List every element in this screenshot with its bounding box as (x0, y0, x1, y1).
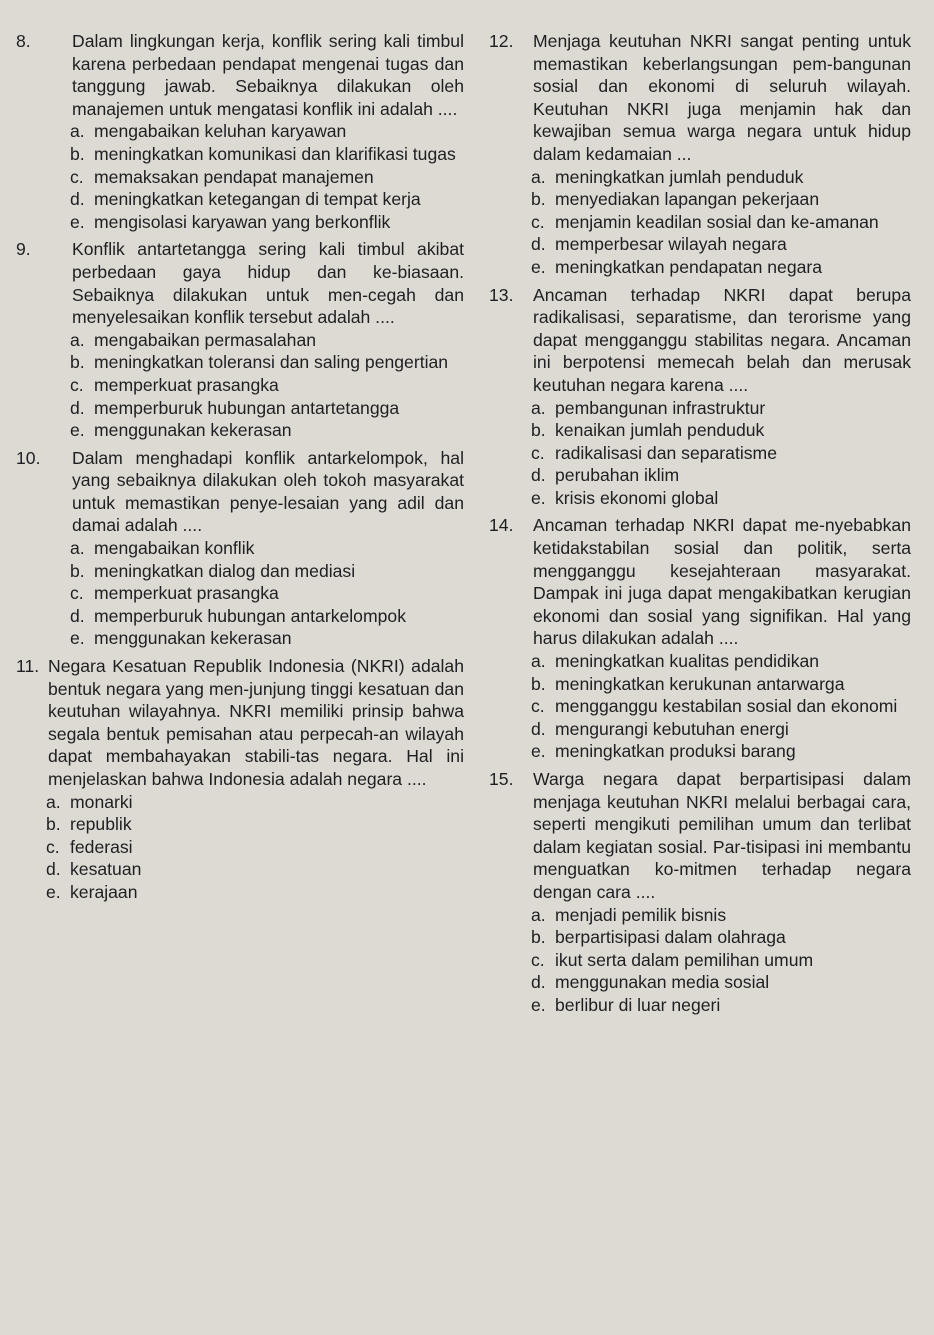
option-text: meningkatkan komunikasi dan klarifikasi tugas (94, 143, 456, 164)
option-text: ikut serta dalam pemilihan umum (555, 949, 814, 970)
answer-option[interactable] (487, 166, 911, 189)
option-letter: b. (70, 352, 85, 373)
option-text: mengabaikan permasalahan (94, 329, 317, 350)
option-text: radikalisasi dan separatisme (555, 442, 777, 463)
answer-option[interactable] (14, 881, 464, 904)
option-letter: c. (531, 442, 545, 463)
answer-option[interactable] (487, 971, 911, 994)
option-text: berpartisipasi dalam olahraga (555, 927, 786, 948)
option-letter: b. (531, 189, 546, 210)
answer-option[interactable] (14, 329, 464, 352)
option-text: menggunakan kekerasan (94, 420, 292, 441)
option-text: meningkatkan toleransi dan saling pengertian (94, 352, 449, 373)
option-letter: d. (70, 605, 85, 626)
answer-option[interactable] (487, 994, 911, 1017)
option-letter: b. (531, 927, 546, 948)
option-text: kenaikan jumlah penduduk (555, 420, 765, 441)
option-text: mengabaikan konflik (94, 538, 255, 559)
option-letter: e. (531, 741, 546, 762)
answer-option[interactable] (14, 143, 464, 166)
left-column (14, 30, 464, 909)
question-text: Dalam menghadapi konflik antarkelompok, hal yang sebaiknya dilakukan oleh tokoh masyarakat untuk memastikan penye-lesaian yang adil dan damai adalah .... (72, 447, 464, 536)
option-text: perubahan iklim (555, 465, 680, 486)
answer-option[interactable] (14, 351, 464, 374)
answer-option[interactable] (487, 464, 911, 487)
option-letter: d. (70, 189, 85, 210)
option-letter: c. (531, 949, 545, 970)
answer-option[interactable] (14, 605, 464, 628)
option-text: memperbesar wilayah negara (555, 234, 787, 255)
option-letter: c. (70, 166, 84, 187)
option-text: meningkatkan jumlah penduduk (555, 166, 804, 187)
answer-options (487, 397, 911, 510)
answer-options (14, 791, 464, 904)
question-stem (14, 30, 464, 120)
answer-options (14, 329, 464, 442)
option-letter: e. (531, 256, 546, 277)
question-item (14, 30, 464, 233)
option-text: menjamin keadilan sosial dan ke-amanan (555, 211, 879, 232)
option-letter: e. (70, 211, 85, 232)
option-text: mengabaikan keluhan karyawan (94, 121, 347, 142)
question-number: 15. (489, 769, 514, 789)
option-text: mengganggu kestabilan sosial dan ekonomi (555, 696, 898, 717)
question-item (487, 30, 911, 279)
question-stem (14, 447, 464, 537)
question-stem (487, 514, 911, 650)
option-letter: a. (531, 397, 546, 418)
option-text: meningkatkan kualitas pendidikan (555, 651, 820, 672)
answer-option[interactable] (487, 419, 911, 442)
answer-option[interactable] (487, 188, 911, 211)
answer-option[interactable] (487, 650, 911, 673)
answer-option[interactable] (14, 582, 464, 605)
answer-option[interactable] (14, 627, 464, 650)
option-text: memperkuat prasangka (94, 374, 279, 395)
option-text: republik (70, 814, 132, 835)
question-number: 10. (16, 447, 41, 468)
option-letter: e. (46, 881, 61, 902)
answer-option[interactable] (14, 211, 464, 234)
option-letter: d. (46, 859, 61, 880)
option-letter: d. (531, 972, 546, 993)
option-letter: a. (531, 166, 546, 187)
question-stem (487, 30, 911, 166)
answer-option[interactable] (487, 233, 911, 256)
option-text: memperburuk hubungan antarkelompok (94, 605, 406, 626)
option-text: menjadi pemilik bisnis (555, 904, 727, 925)
answer-option[interactable] (487, 926, 911, 949)
question-item (487, 284, 911, 510)
option-letter: b. (70, 143, 85, 164)
option-letter: d. (531, 718, 546, 739)
option-letter: c. (70, 374, 84, 395)
question-text: Negara Kesatuan Republik Indonesia (NKRI) adalah bentuk negara yang men-junjung tinggi kesatuan dan keutuhan wilayahnya. NKRI memiliki prinsip bahwa segala bentuk pemisahan atau perpecah-an wilayah dapat membahayakan stabili-tas negara. Hal ini menjelaskan bahwa Indonesia adalah negara .... (48, 656, 464, 789)
question-stem (14, 655, 464, 791)
answer-options (14, 537, 464, 650)
answer-option[interactable] (487, 256, 911, 279)
option-letter: d. (531, 465, 546, 486)
question-number: 11. (16, 656, 40, 677)
answer-option[interactable] (14, 560, 464, 583)
answer-options (487, 904, 911, 1017)
option-letter: d. (70, 397, 85, 418)
question-item (14, 655, 464, 904)
question-text: Konflik antartetangga sering kali timbul akibat perbedaan gaya hidup dan ke-biasaan. Sebaiknya dilakukan untuk men-cegah dan menyelesaikan konflik tersebut adalah .... (72, 239, 464, 328)
answer-option[interactable] (14, 120, 464, 143)
answer-option[interactable] (487, 487, 911, 510)
option-text: meningkatkan ketegangan di tempat kerja (94, 189, 421, 210)
question-number: 12. (489, 31, 514, 51)
option-letter: e. (70, 628, 85, 649)
question-item (487, 768, 911, 1017)
option-letter: d. (531, 234, 546, 255)
question-number: 9. (16, 239, 31, 260)
answer-option[interactable] (14, 858, 464, 881)
answer-option[interactable] (487, 695, 911, 718)
question-number: 14. (489, 515, 514, 536)
question-text: Ancaman terhadap NKRI dapat berupa radikalisasi, separatisme, dan terorisme yang dapat mengganggu stabilitas negara. Ancaman ini berpotensi memecah belah dan merusak keutuhan negara karena .... (533, 284, 911, 395)
question-text: Dalam lingkungan kerja, konflik sering kali timbul karena perbedaan pendapat mengenai tugas dan tanggung jawab. Sebaiknya dilakukan oleh manajemen untuk mengatasi konflik ini adalah .... (72, 31, 464, 119)
answer-option[interactable] (487, 740, 911, 763)
option-letter: c. (531, 211, 545, 232)
answer-option[interactable] (14, 537, 464, 560)
option-letter: a. (531, 651, 546, 672)
option-letter: c. (46, 836, 60, 857)
option-text: kerajaan (70, 881, 138, 902)
option-letter: c. (70, 583, 84, 604)
right-column (487, 30, 911, 1022)
question-number: 8. (16, 31, 31, 51)
option-letter: e. (70, 420, 85, 441)
option-text: mengurangi kebutuhan energi (555, 718, 789, 739)
option-letter: e. (531, 994, 546, 1015)
option-text: meningkatkan dialog dan mediasi (94, 560, 356, 581)
option-text: pembangunan infrastruktur (555, 397, 766, 418)
answer-option[interactable] (14, 397, 464, 420)
option-text: meningkatkan produksi barang (555, 741, 796, 762)
option-letter: e. (531, 487, 546, 508)
option-letter: b. (70, 560, 85, 581)
option-text: menggunakan media sosial (555, 972, 770, 993)
question-text: Menjaga keutuhan NKRI sangat penting untuk memastikan keberlangsungan pem-bangunan sosial dan ekonomi di seluruh wilayah. Keutuhan NKRI juga menjamin hak dan kewajiban semua warga negara untuk hidup dalam kedamaian ... (533, 31, 911, 164)
option-letter: a. (70, 538, 85, 559)
question-item (14, 238, 464, 441)
option-text: meningkatkan kerukunan antarwarga (555, 673, 845, 694)
answer-option[interactable] (487, 673, 911, 696)
answer-option[interactable] (14, 374, 464, 397)
option-text: memperburuk hubungan antartetangga (94, 397, 400, 418)
option-text: kesatuan (70, 859, 142, 880)
question-stem (487, 284, 911, 397)
option-text: mengisolasi karyawan yang berkonflik (94, 211, 391, 232)
option-text: berlibur di luar negeri (555, 994, 721, 1015)
option-letter: a. (46, 791, 61, 812)
answer-option[interactable] (487, 904, 911, 927)
question-stem (487, 768, 911, 904)
option-text: monarki (70, 791, 133, 812)
answer-option[interactable] (487, 718, 911, 741)
option-text: menyediakan lapangan pekerjaan (555, 189, 820, 210)
answer-option[interactable] (14, 836, 464, 859)
option-text: memaksakan pendapat manajemen (94, 166, 374, 187)
option-text: meningkatkan pendapatan negara (555, 256, 823, 277)
option-letter: b. (531, 673, 546, 694)
answer-option[interactable] (487, 211, 911, 234)
option-letter: b. (46, 814, 61, 835)
question-text: Warga negara dapat berpartisipasi dalam menjaga keutuhan NKRI melalui berbagai cara, seperti mengikuti pemilihan umum dan terlibat dalam kegiatan sosial. Par-tisipasi ini membantu menguatkan ko-mitmen terhadap negara dengan cara .... (533, 769, 911, 902)
answer-option[interactable] (14, 791, 464, 814)
answer-option[interactable] (14, 188, 464, 211)
option-letter: b. (531, 420, 546, 441)
question-number: 13. (489, 284, 514, 305)
option-letter: a. (531, 904, 546, 925)
answer-option[interactable] (14, 813, 464, 836)
option-letter: a. (70, 121, 85, 142)
answer-option[interactable] (14, 166, 464, 189)
question-item (14, 447, 464, 650)
answer-option[interactable] (14, 419, 464, 442)
option-letter: c. (531, 696, 545, 717)
question-stem (14, 238, 464, 328)
answer-options (487, 166, 911, 279)
question-text: Ancaman terhadap NKRI dapat me-nyebabkan ketidakstabilan sosial dan politik, serta mengganggu kesejahteraan masyarakat. Dampak ini juga dapat mengakibatkan kerugian ekonomi dan sosial yang signifikan. Hal yang harus dilakukan adalah .... (533, 515, 911, 649)
option-text: federasi (70, 836, 133, 857)
option-text: krisis ekonomi global (555, 487, 719, 508)
answer-options (487, 650, 911, 763)
question-item (487, 514, 911, 763)
answer-options (14, 120, 464, 233)
answer-option[interactable] (487, 397, 911, 420)
answer-option[interactable] (487, 949, 911, 972)
answer-option[interactable] (487, 442, 911, 465)
option-letter: a. (70, 329, 85, 350)
option-text: memperkuat prasangka (94, 583, 279, 604)
option-text: menggunakan kekerasan (94, 628, 292, 649)
